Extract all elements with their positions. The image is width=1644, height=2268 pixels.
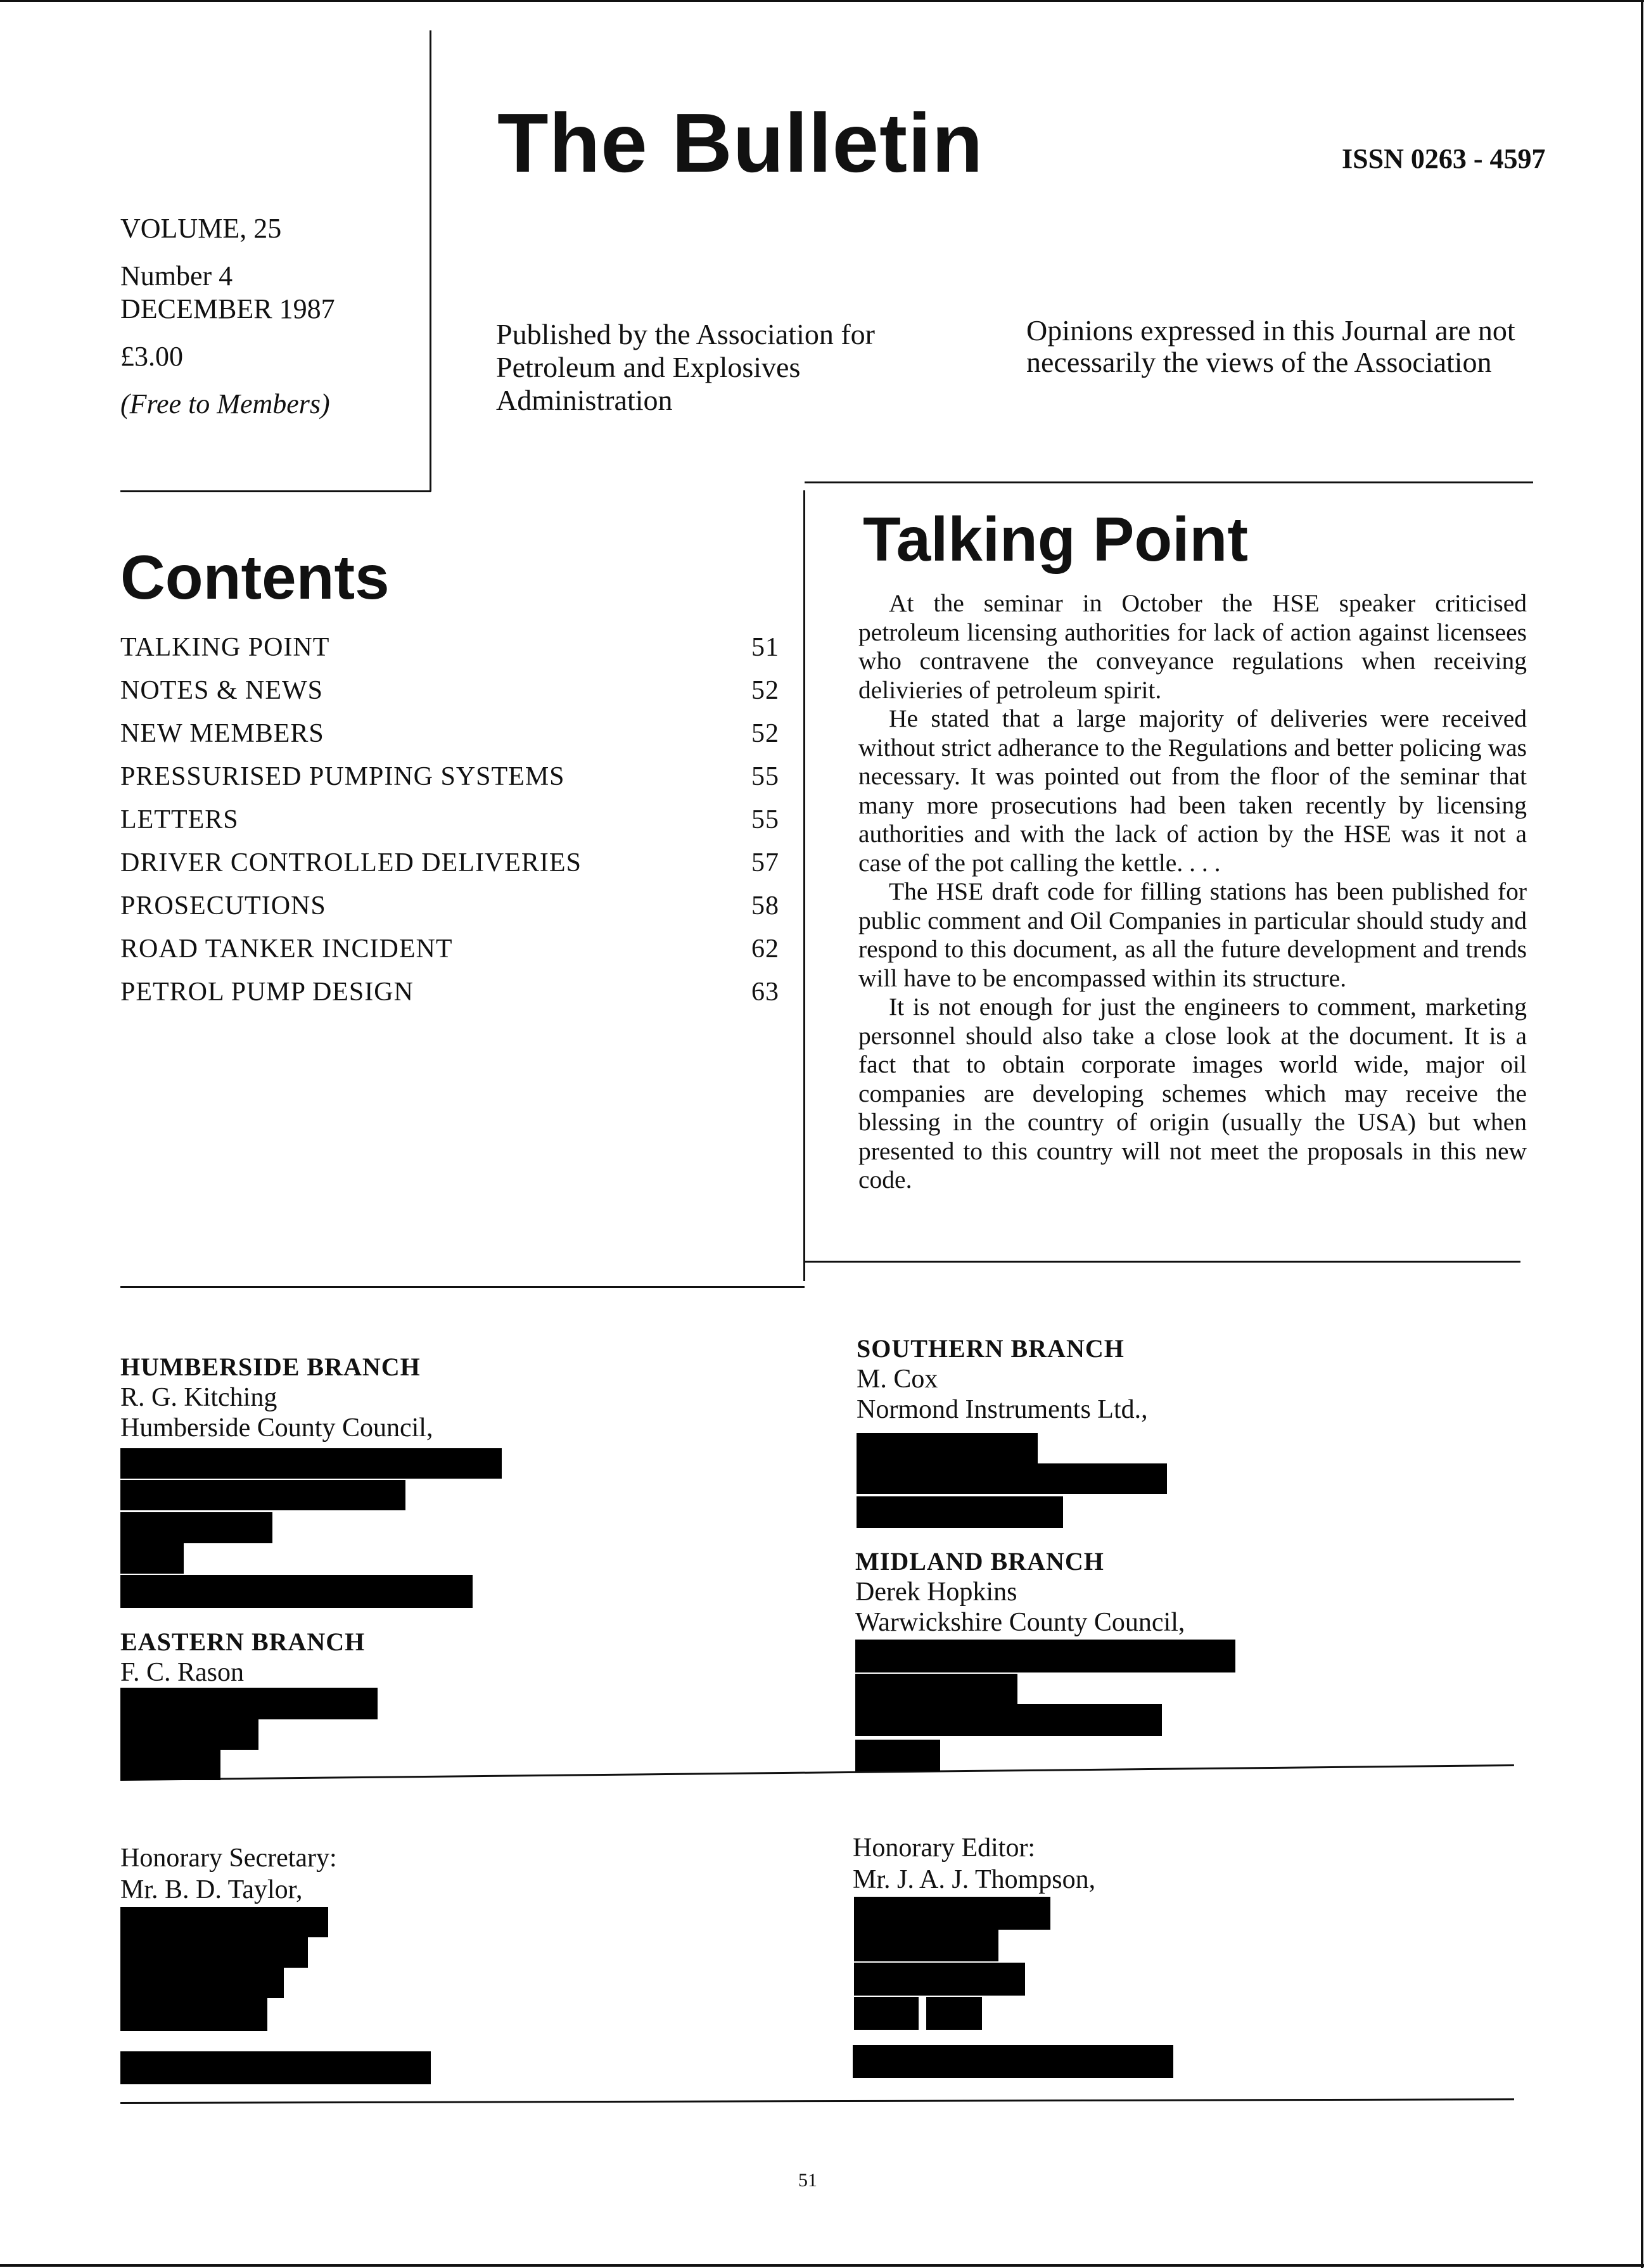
branch-heading: EASTERN BRANCH bbox=[120, 1628, 366, 1656]
article-paragraph: At the seminar in October the HSE speaker criticised petroleum licensing authorities for lack of action against licensees who contravene the conveyance regulations when receiving delivieries of petroleum spirit. bbox=[858, 589, 1527, 704]
contents-item-page: 58 bbox=[751, 891, 779, 921]
midland-branch bbox=[855, 1546, 1185, 1638]
article-paragraph: It is not enough for just the engineers to comment, marketing personnel should also take a close look at the document. It is a fact that to obtain corporate images world wide, major oil companies are developing schemes which may receive the blessing in the country of origin (usually the USA) but when presented to this country will not meet the proposals in this new code. bbox=[858, 993, 1527, 1194]
redaction-bar bbox=[120, 1998, 267, 2031]
talking-point-article bbox=[858, 589, 1527, 1195]
honorary-editor bbox=[853, 1832, 1095, 1895]
branch-heading: HUMBERSIDE BRANCH bbox=[120, 1353, 421, 1381]
branch-contact-name: Derek Hopkins bbox=[855, 1577, 1017, 1607]
issue-date: DECEMBER 1987 bbox=[120, 293, 335, 324]
officers-bottom-rule bbox=[120, 2098, 1514, 2104]
opinion-disclaimer: Opinions expressed in this Journal are not necessarily the views of the Association bbox=[1026, 314, 1515, 378]
redaction-bar bbox=[120, 1448, 502, 1479]
contents-item-page: 52 bbox=[751, 676, 779, 705]
contents-item-label: PROSECUTIONS bbox=[120, 891, 326, 921]
contents-item bbox=[120, 632, 779, 675]
redaction-bar bbox=[857, 1433, 1038, 1463]
branch-contact-name: F. C. Rason bbox=[120, 1658, 245, 1687]
contents-item bbox=[120, 761, 779, 805]
contents-item-page: 51 bbox=[751, 633, 779, 662]
contents-item-label: NEW MEMBERS bbox=[120, 719, 324, 748]
editor-role: Honorary Editor: bbox=[853, 1833, 1036, 1863]
southern-branch bbox=[857, 1334, 1148, 1425]
page-number: 51 bbox=[798, 2170, 817, 2191]
redaction-bar bbox=[854, 1997, 919, 2030]
talking-point-heading: Talking Point bbox=[863, 504, 1248, 574]
redaction-bar bbox=[854, 1963, 1025, 1996]
talking-point-bottom-rule bbox=[805, 1261, 1520, 1263]
redaction-bar bbox=[855, 1674, 1017, 1704]
issn-number: ISSN 0263 - 4597 bbox=[1342, 143, 1546, 174]
branch-heading: MIDLAND BRANCH bbox=[855, 1547, 1104, 1576]
contents-item-page: 57 bbox=[751, 848, 779, 877]
contents-item bbox=[120, 675, 779, 718]
page-top-border bbox=[0, 0, 1644, 2]
redaction-bar bbox=[120, 1750, 220, 1780]
contents-item-label: LETTERS bbox=[120, 805, 239, 834]
branch-heading: SOUTHERN BRANCH bbox=[857, 1334, 1125, 1363]
redaction-bar bbox=[857, 1463, 1167, 1494]
secretary-role: Honorary Secretary: bbox=[120, 1844, 337, 1873]
redaction-bar bbox=[120, 1480, 405, 1510]
contents-item-label: TALKING POINT bbox=[120, 633, 330, 662]
eastern-branch bbox=[120, 1627, 365, 1688]
branch-organisation: Humberside County Council, bbox=[120, 1413, 433, 1443]
redaction-bar bbox=[855, 1704, 1162, 1736]
redaction-bar bbox=[120, 1575, 473, 1608]
contents-item bbox=[120, 977, 779, 1020]
journal-title: The Bulletin bbox=[497, 96, 984, 189]
redaction-bar bbox=[855, 1640, 1235, 1672]
redaction-bar bbox=[120, 1719, 258, 1750]
redaction-bar bbox=[120, 1937, 308, 1968]
contents-item-label: PRESSURISED PUMPING SYSTEMS bbox=[120, 762, 565, 791]
redaction-bar bbox=[926, 1997, 982, 2030]
redaction-bar bbox=[855, 1740, 940, 1771]
branch-organisation: Warwickshire County Council, bbox=[855, 1608, 1185, 1637]
article-paragraph: The HSE draft code for filling stations has been published for public comment and Oil Companies in particular should study and respond to this document, as all the future development and trends will have to be encompassed within its structure. bbox=[858, 877, 1527, 992]
contents-item-page: 52 bbox=[751, 719, 779, 748]
redaction-bar bbox=[120, 2051, 431, 2084]
contents-bottom-rule bbox=[120, 1286, 805, 1288]
contents-item-page: 55 bbox=[751, 805, 779, 834]
contents-vertical-divider bbox=[803, 490, 805, 1281]
contents-item-label: NOTES & NEWS bbox=[120, 676, 323, 705]
redaction-bar bbox=[854, 1897, 1050, 1930]
free-note: (Free to Members) bbox=[120, 388, 330, 419]
page-bottom-border bbox=[0, 2264, 1644, 2267]
volume: VOLUME, 25 bbox=[120, 213, 282, 244]
redaction-bar bbox=[857, 1496, 1063, 1528]
contents-item-page: 55 bbox=[751, 762, 779, 791]
contents-item bbox=[120, 848, 779, 891]
page-right-border bbox=[1641, 0, 1643, 2268]
honorary-secretary bbox=[120, 1842, 337, 1906]
redaction-bar bbox=[120, 1968, 284, 1998]
contents-item bbox=[120, 805, 779, 848]
redaction-bar bbox=[120, 1688, 378, 1719]
contents-list bbox=[120, 632, 779, 1020]
contents-item-label: DRIVER CONTROLLED DELIVERIES bbox=[120, 848, 582, 877]
editor-name: Mr. J. A. J. Thompson, bbox=[853, 1865, 1096, 1894]
branch-contact-name: R. G. Kitching bbox=[120, 1383, 277, 1412]
contents-item-page: 62 bbox=[751, 934, 779, 964]
redaction-bar bbox=[120, 1907, 328, 1937]
redaction-bar bbox=[120, 1543, 184, 1574]
issue-number: Number 4 bbox=[120, 260, 233, 291]
redaction-bar bbox=[854, 1930, 998, 1961]
branch-organisation: Normond Instruments Ltd., bbox=[857, 1395, 1148, 1424]
contents-item-label: PETROL PUMP DESIGN bbox=[120, 978, 414, 1007]
masthead-vertical-divider bbox=[430, 30, 431, 492]
secretary-name: Mr. B. D. Taylor, bbox=[120, 1875, 303, 1904]
article-paragraph: He stated that a large majority of deliveries were received without strict adherance to the Regulations and better policing was necessary. It was pointed out from the floor of the seminar that many more prosecutions had been taken recently by licensing authorities and with the lack of action by the HSE was it not a case of the pot calling the kettle. . . . bbox=[858, 704, 1527, 877]
redaction-bar bbox=[853, 2045, 1173, 2078]
contents-item bbox=[120, 891, 779, 934]
branch-contact-name: M. Cox bbox=[857, 1365, 938, 1394]
contents-item bbox=[120, 934, 779, 977]
masthead-bottom-rule bbox=[120, 490, 431, 492]
price: £3.00 bbox=[120, 341, 183, 372]
branches-bottom-rule bbox=[120, 1764, 1514, 1781]
redaction-bar bbox=[120, 1512, 272, 1543]
contents-item-page: 63 bbox=[751, 978, 779, 1007]
publisher-statement: Published by the Association for Petroleum and Explosives Administration bbox=[496, 318, 875, 416]
contents-heading: Contents bbox=[120, 542, 390, 612]
contents-item bbox=[120, 718, 779, 761]
contents-item-label: ROAD TANKER INCIDENT bbox=[120, 934, 453, 964]
humberside-branch bbox=[120, 1352, 433, 1443]
masthead-right-rule bbox=[805, 481, 1533, 483]
